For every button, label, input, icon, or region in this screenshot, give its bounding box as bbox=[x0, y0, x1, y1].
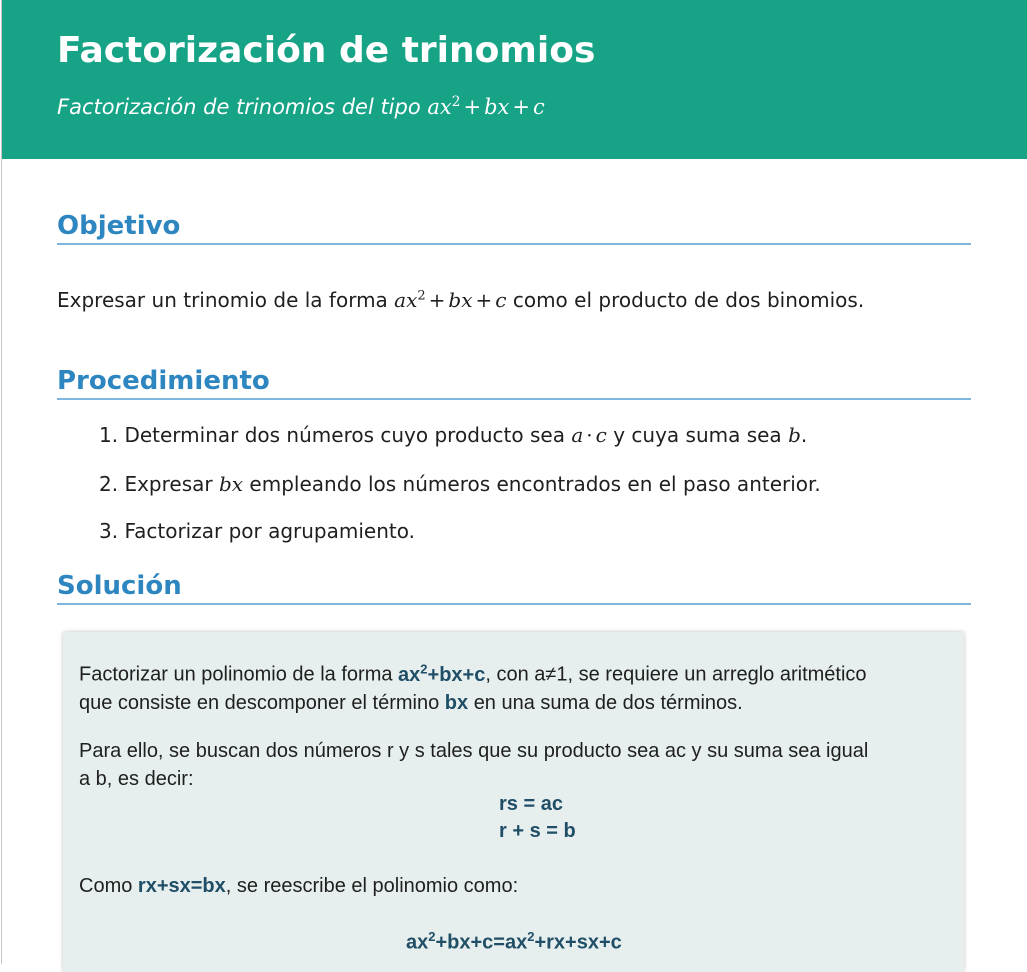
solution-term: rx+sx=bx bbox=[137, 875, 226, 897]
expr-part: ax bbox=[406, 931, 429, 954]
step-formula-sum: b bbox=[788, 423, 801, 447]
step-number: 1. bbox=[99, 423, 119, 447]
expr-exponent: 2 bbox=[420, 661, 428, 676]
solution-text: en una suma de dos términos. bbox=[473, 691, 743, 714]
section-heading-objective: Objetivo bbox=[57, 211, 971, 245]
step-text: Factorizar por agrupamiento. bbox=[124, 519, 415, 543]
section-heading-procedure: Procedimiento bbox=[57, 366, 971, 400]
section-heading-solution: Solución bbox=[57, 571, 971, 605]
solution-text: a b, es decir: bbox=[79, 768, 194, 790]
solution-paragraph-2 bbox=[79, 737, 868, 793]
solution-term: bx bbox=[444, 691, 469, 714]
expr-part: +rx+sx+c bbox=[534, 931, 622, 954]
step-text: Expresar bbox=[124, 472, 213, 496]
step-text: . bbox=[800, 423, 808, 447]
solution-text: , con a≠1, se requiere un arreglo aritmético bbox=[485, 663, 867, 686]
step-text: Determinar dos números cuyo producto sea bbox=[124, 423, 565, 447]
solution-text: , se reescribe el polinomio como: bbox=[225, 875, 519, 897]
step-formula-product: a · c bbox=[571, 423, 607, 447]
header-banner bbox=[2, 0, 1027, 159]
equation-rewrite bbox=[406, 929, 622, 955]
step-text: y cuya suma sea bbox=[613, 423, 782, 447]
step-number: 3. bbox=[99, 519, 119, 543]
solution-paragraph-1 bbox=[79, 655, 867, 717]
subtitle-text: Factorización de trinomios del tipo bbox=[57, 95, 421, 119]
step-text: empleando los números encontrados en el paso anterior. bbox=[249, 472, 821, 496]
solution-text: que consiste en descomponer el término bbox=[79, 691, 440, 714]
solution-expression bbox=[398, 661, 486, 686]
solution-paragraph-3 bbox=[79, 872, 518, 900]
equation-sum: r + s = b bbox=[499, 820, 576, 842]
objective-text-before: Expresar un trinomio de la forma bbox=[57, 288, 388, 312]
page-title: Factorización de trinomios bbox=[57, 30, 596, 71]
expr-exponent: 2 bbox=[428, 929, 436, 944]
objective-text bbox=[57, 288, 864, 312]
expr-part: +bx+c bbox=[427, 663, 486, 686]
solution-text: Factorizar un polinomio de la forma bbox=[79, 663, 393, 686]
objective-text-after: como el producto de dos binomios. bbox=[512, 288, 865, 312]
objective-formula: $ax^2$ + bx + c bbox=[394, 288, 507, 312]
expr-exponent: 2 bbox=[527, 929, 535, 944]
trinomial-formula: $ax^2$ + bx + c bbox=[427, 94, 545, 119]
expr-part: ax bbox=[398, 663, 421, 686]
solution-text: Como bbox=[79, 875, 133, 897]
expr-part: +bx+c=ax bbox=[435, 931, 528, 954]
equation-product: rs = ac bbox=[499, 793, 563, 815]
solution-text: Para ello, se buscan dos números r y s tales que su producto sea ac y su suma sea igual bbox=[79, 740, 869, 762]
procedure-step-2 bbox=[99, 472, 821, 496]
page-subtitle bbox=[57, 94, 545, 119]
step-formula-bx: bx bbox=[218, 472, 244, 496]
procedure-step-3 bbox=[99, 519, 415, 543]
step-number: 2. bbox=[99, 472, 119, 496]
procedure-step-1 bbox=[99, 423, 807, 447]
